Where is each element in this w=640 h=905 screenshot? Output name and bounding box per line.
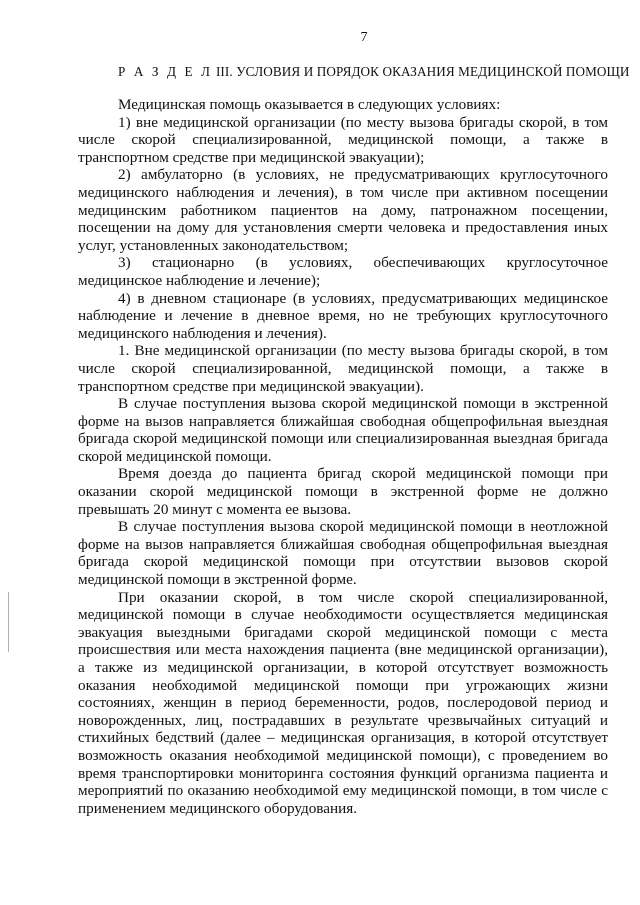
condition-item-4: 4) в дневном стационаре (в условиях, предусматривающих медицинское наблюдение и лечение в дневное время, но не требующих круглосуточного медицинского наблюдения и лечения).: [78, 289, 608, 342]
intro-paragraph: Медицинская помощь оказывается в следующих условиях:: [118, 96, 501, 113]
urgent-call-paragraph: В случае поступления вызова скорой медицинской помощи в неотложной форме на вызов направляется ближайшая свободная общепрофильная выездная бригада скорой медицинской помощи при отсутствии вызовов скорой медицинской помощи в экстренной форме.: [78, 518, 608, 589]
page-number: 7: [360, 30, 368, 45]
emergency-call-paragraph: В случае поступления вызова скорой медицинской помощи в экстренной форме на вызов направляется ближайшая свободная общепрофильная выездная бригада скорой медицинской помощи или специализированная выездная бригада скорой медицинской помощи.: [78, 395, 608, 465]
scan-margin-mark: [8, 592, 9, 652]
evacuation-paragraph: При оказании скорой, в том числе скорой специализированной, медицинской помощи в случае необходимости осуществляется медицинская эвакуация выездными бригадами скорой медицинской помощи с места происшествия или места нахождения пациента (вне медицинской организации), а также из медицинской организации, в которой отсутствует возможность оказания необходимой медицинской помощи при угрожающих жизни состояниях, женщин в период беременности, родов, послеродовой период и новорожденных, лиц, пострадавших в результате чрезвычайных ситуаций и стихийных бедствий (далее – медицинская организация, в которой отсутствует возможность оказания необходимой медицинской помощи), с проведением во время транспортировки мониторинга состояния функций организма пациента и мероприятий по оказанию необходимой ему медицинской помощи, в том числе с применением медицинского оборудования.: [78, 588, 608, 817]
condition-item-1: 1) вне медицинской организации (по месту вызова бригады скорой, в том числе скорой специализированной, медицинской помощи, а также в транспортном средстве при медицинской эвакуации);: [78, 113, 608, 166]
condition-item-2: 2) амбулаторно (в условиях, не предусматривающих круглосуточного медицинского наблюдения и лечения), в том числе при активном посещении медицинским работником пациентов на дому, патронажном посещении, посещении на дому для установления смерти человека и предоставления иных услуг, установленных законодательством;: [78, 166, 608, 254]
section-heading: [118, 64, 630, 80]
arrival-time-paragraph: Время доезда до пациента бригад скорой медицинской помощи при оказании скорой медицинской помощи в экстренной форме не должно превышать 20 минут с момента ее вызова.: [78, 465, 608, 518]
subsection-1-heading: 1. Вне медицинской организации (по месту вызова бригады скорой, в том числе скорой специализированной, медицинской помощи, а также в транспортном средстве при медицинской эвакуации).: [78, 342, 608, 395]
document-body: [78, 96, 608, 817]
section-label: Р А З Д Е Л: [118, 64, 213, 79]
condition-item-3: 3) стационарно (в условиях, обеспечивающих круглосуточное медицинское наблюдение и лечение);: [78, 254, 608, 289]
section-title-text: III. УСЛОВИЯ И ПОРЯДОК ОКАЗАНИЯ МЕДИЦИНСКОЙ ПОМОЩИ: [212, 64, 630, 79]
